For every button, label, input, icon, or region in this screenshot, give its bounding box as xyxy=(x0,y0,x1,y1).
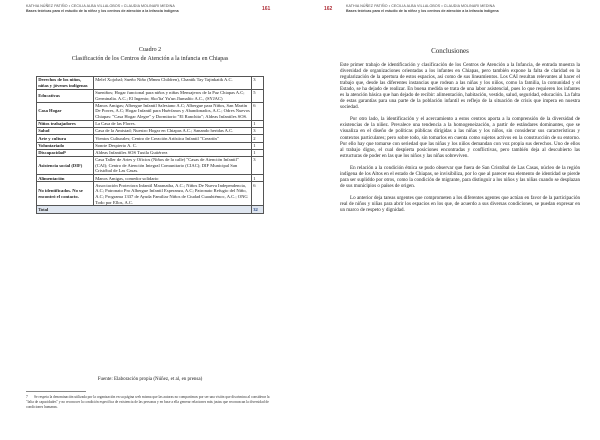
table-row xyxy=(37,89,264,102)
centers-cell: Melel Xojobal; Sueño Niño (Mmm Children), Chantik Tay Tajinkatik A.C. xyxy=(94,77,252,90)
paragraph: Por otro lado, la identificación y el acercamiento a estos centros aporta a la comprensión de la diversidad de existencias de la niñez. Prevalece una tendencia a la homogeneización, a partir de estándares dominantes, que se visualiza en el diseño de políticas públicas dirigidas a las niñas y los niños, sin considerar sus características y contextos particulares; pero sobre todo, sin tomarlos en cuenta como sujetos activos en la construcción de su entorno. Por ello hay que tomarse con seriedad que las niñas y los niños demandan con voz propia sus derechos. Uno de ellos al trabajo digno, el cual despierta posiciones encontradas y conflictivas, pero también deja al descubierto las estructuras de poder en las que los niños y las niñas sobreviven. xyxy=(340,116,580,159)
table-row xyxy=(37,102,264,120)
count-cell: 1 xyxy=(252,120,264,127)
total-row xyxy=(37,206,264,213)
count-cell: 2 xyxy=(252,135,264,142)
footnote-text: Se respeta la denominación utilizada por la organización en su página web misma que las autoras no compartimos por ser una visión que discrimina al considerar la "falta de capacidades" y no reconocer la condición específica de existencia de las personas y en base a ella generar relaciones más justas que reconozcan la diversidad de condiciones humanas. xyxy=(26,395,270,409)
right-page xyxy=(300,0,600,440)
running-header xyxy=(346,4,499,13)
count-cell: 6 xyxy=(252,182,264,206)
centers-cell: Vientos Culturales; Centro de Creación Artística Infantil "Creartín" xyxy=(94,135,252,142)
table-row xyxy=(37,77,264,90)
centers-cell: Associación Protectora Infantil Maranatha, A.C.; Niños De Nueva Independencia, A.C; Patronato Pro Albergue Infantil Esperanza, A.C; Patronato Refugio del Niño, A.C; Programa 1337 de Ayuda Familiar Niños de Ciudad Cuauhtémoc, A.C.; ONG Todo por Ellos, A.C. xyxy=(94,182,252,206)
table-row xyxy=(37,135,264,142)
category-cell: Alimentación xyxy=(37,175,94,182)
footnote-divider xyxy=(26,391,86,392)
centers-cell: Manos Amigas, comedor solidario xyxy=(94,175,252,182)
centers-cell: Casa de la Amistad; Nuestro Hogar en Chiapas A.C.; Sanando heridas A.C. xyxy=(94,128,252,135)
table-row xyxy=(37,175,264,182)
footnote-mark: 7 xyxy=(26,395,28,399)
paragraph: En relación a la condición étnica se pudo observar que fuera de San Cristóbal de Las Casas, núcleo de la región indígena de los Altos en el estado de Chiapas, se invisibiliza, por lo que al parecer esa elemento de identidad se pierde para ser supliddo por otros, como la condición de migrante, para distinguir a los niños y las niñas cuando se desplazan de sus municipios o países de origen. xyxy=(340,164,580,189)
header-authors: KATHIA NÚÑEZ PATIÑO • CECILIA ALBA VILLALOBOS • CLAUDIA MOLINARI MEDINA xyxy=(346,4,495,8)
table-body xyxy=(37,77,264,214)
total-label: Total xyxy=(37,206,252,213)
table-caption-title: Cuadro 2 xyxy=(138,47,162,53)
centers-cell: Sueniños; Hogar funcional para niños y niñas Mensajeros de la Paz Chiapas A.C; Germinalia. A.C.; El Ingenio; Sko'lta' Yu'un Jlumaltic A.C., (SYJAC) xyxy=(94,89,252,102)
table-row xyxy=(37,128,264,135)
centers-cell: La Casa de las Flores. xyxy=(94,120,252,127)
page-number: 162 xyxy=(324,6,333,12)
count-cell: 5 xyxy=(252,89,264,102)
total-value: 32 xyxy=(252,206,264,213)
category-cell: Casa Hogar xyxy=(37,102,94,120)
table-row xyxy=(37,142,264,149)
table-source: Fuente: Elaboración propia (Núñez, et al, en prensa) xyxy=(97,377,203,382)
category-cell: Niños trabajadores xyxy=(37,120,94,127)
table-row xyxy=(37,156,264,174)
paragraph: Lo anterior deja tareas urgentes que comprometen a los diferentes agentes que actúan en favor de la participación real de niños y niñas para abrir los espacios en los que, de acuerdo a sus diversas condiciones, se puedan expresar en un marco de respeto y dignidad. xyxy=(340,194,580,213)
table-row xyxy=(37,149,264,156)
count-cell: 1 xyxy=(252,149,264,156)
centers-cell: Casa Taller de Artes y Oficios (Niños de la calle) "Casas de Atención Infantil" (CAI); Centro de Atención Integral Comunitario (CIAC); DIF Municipal San Cristóbal de Las Casas. xyxy=(94,156,252,174)
category-cell: Derechos de los niños, niñas y jóvenes indígenas xyxy=(37,77,94,90)
section-title: Conclusiones xyxy=(431,47,469,55)
centers-cell: Manos Amigas; Albergue Infantil Salesiano A.C; Albergue para Niños, San Martín De Porres, A.C; Hogar Infantil para Huérfanos y Abandonados, A.C.; Odres Nuevos Chiapas: "Casa Hogar Alegre" y Dormitorio "El Ranchito"; Aldeas Infantiles SOS. xyxy=(95,102,250,120)
category-cell: Educativas xyxy=(37,89,94,102)
header-subtitle: Bases teóricas para el estudio de la niñez y los centros de atención a la infancia indígena xyxy=(346,9,499,13)
count-cell: 1 xyxy=(252,142,264,149)
count-cell: 1 xyxy=(252,175,264,182)
page-number: 161 xyxy=(262,6,271,12)
table-caption-subtitle: Clasificación de los Centros de Atención a la infancia en Chiapas xyxy=(71,56,229,62)
category-cell: No identificados. No se encontró el contacto. xyxy=(37,182,94,206)
header-subtitle: Bases teóricas para el estudio de la niñez y los centros de atención a la infancia indígena xyxy=(26,9,179,13)
centers-cell: Aldeas Infantiles SOS Tuxtla Gutiérrez xyxy=(94,149,252,156)
table-row xyxy=(37,120,264,127)
count-cell: 3 xyxy=(252,77,264,90)
running-header xyxy=(26,4,179,13)
header-authors: KATHIA NÚÑEZ PATIÑO • CECILIA ALBA VILLALOBOS • CLAUDIA MOLINARI MEDINA xyxy=(26,4,175,8)
category-cell: Discapacidad⁸ xyxy=(37,149,94,156)
count-cell: 3 xyxy=(252,156,264,174)
category-cell: Salud xyxy=(37,128,94,135)
category-cell: Asistencia social (DIF) xyxy=(37,156,94,174)
classification-table xyxy=(36,76,264,214)
category-cell: Arte y cultura xyxy=(37,135,94,142)
footnote xyxy=(26,395,276,410)
conclusions-body xyxy=(340,62,580,219)
paragraph: Este primer trabajo de identificación y clasificación de los Centros de Atención a la Infancia, de entrada muestra la diversidad de organizaciones orientadas a los infantes en Chiapas, pero también expone la falta de claridad en la regularización de la apertura de estos espacios, así como de sus lineamientos. Los CAI resultan relevantes al hacer el trabajo que, desde las diferentes instancias que rodean a las niñas y los niños, como la familia, la comunidad y el Estado, se ha dejado de realizar. En buena medida se trata de una labor asistencial, pues lo que requieren los infantes es la atención básica que han dejado de recibir: alimentación, habitación, vestido, salud, seguridad, educación. La falta de estas garantías para una parte de la población infantil es reflejo de la situación de crisis que impera en nuestra sociedad. xyxy=(340,62,580,111)
category-cell: Voluntariado xyxy=(37,142,94,149)
count-cell: 3 xyxy=(252,128,264,135)
table-row xyxy=(37,182,264,206)
count-cell: 6 xyxy=(252,102,264,120)
centers-cell: Sonrie Despierto A. C. xyxy=(94,142,252,149)
